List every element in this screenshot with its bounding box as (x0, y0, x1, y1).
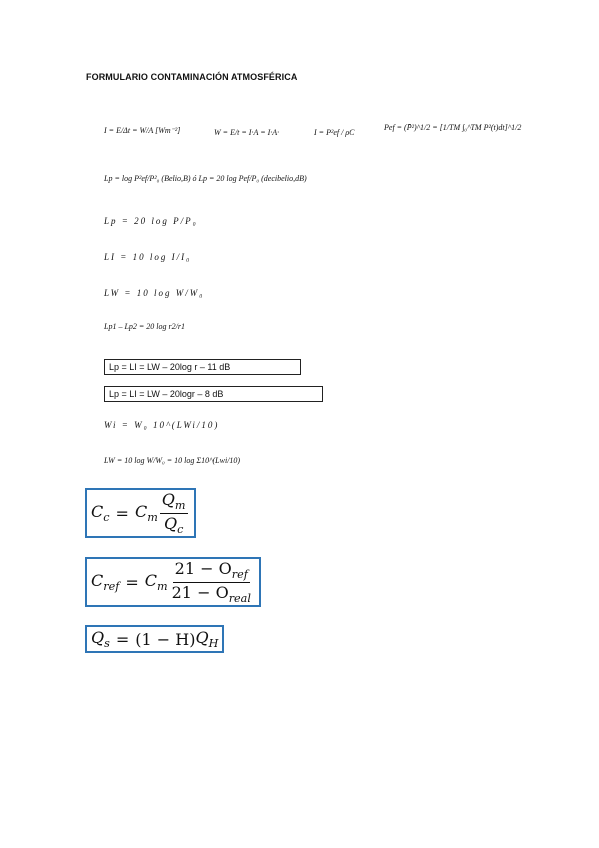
page-title: FORMULARIO CONTAMINACIÓN ATMOSFÉRICA (86, 72, 298, 82)
hemispherical-box: Lp = LI = LW – 20logr – 8 dB (104, 386, 323, 402)
intensity-pressure-formula: I = P²ef / ρC (314, 128, 355, 137)
lw-formula: LW = 10 log W/W₀ (104, 288, 205, 298)
eq1-coef: $C_m$ (134, 501, 158, 525)
eq3-lhs: $Q_s$ (91, 627, 110, 651)
lp-formula: Lp = 20 log P/P₀ (104, 216, 198, 226)
eq2-coef: $C_m$ (144, 570, 168, 594)
pressure-level-formula: Lp = log P²ef/P²₀ (Belio,B) ó Lp = 20 log Pef/P₀ (decibelio,dB) (104, 174, 307, 183)
power-sum-formula: Wi = W₀ 10^(LWi/10) (104, 420, 220, 430)
eq3-factor: (1 − H) (135, 629, 196, 649)
total-power-level-formula: LW = 10 log W/W₀ = 10 log Σ10^(Lwi/10) (104, 456, 241, 465)
dry-flow-equation (85, 625, 224, 653)
eq3-equals: = (115, 629, 130, 649)
intensity-formula: I = E/Δt = W/A [Wm⁻²] (104, 126, 181, 135)
concentration-correction-equation (85, 488, 196, 538)
eq2-equals: = (125, 572, 139, 592)
eq3-rhs: $Q_H$ (195, 627, 219, 651)
li-formula: LI = 10 log I/I₀ (104, 252, 192, 262)
eq2-lhs: $C_{ref}$ (91, 570, 120, 594)
free-field-box: Lp = LI = LW – 20log r – 11 dB (104, 359, 301, 375)
eq1-lhs: $C_c$ (91, 501, 110, 525)
distance-level-formula: Lp1 – Lp2 = 20 log r2/r1 (104, 322, 185, 331)
eq1-fraction: $\frac{Q_m}{Q_c}$ (161, 490, 186, 536)
eq1-equals: = (115, 503, 129, 523)
reference-oxygen-equation (85, 557, 261, 607)
eq2-fraction: $\frac{21 - O_{ref}}{21 - O_{real}}$ (171, 559, 251, 605)
power-formula: W = E/t = I·A = I·A· (214, 128, 280, 137)
effective-pressure-formula: Pef = (P̄²)^1/2 = [1/TM ∫₀^TM P²(t)dt]^1/2 (384, 123, 522, 132)
